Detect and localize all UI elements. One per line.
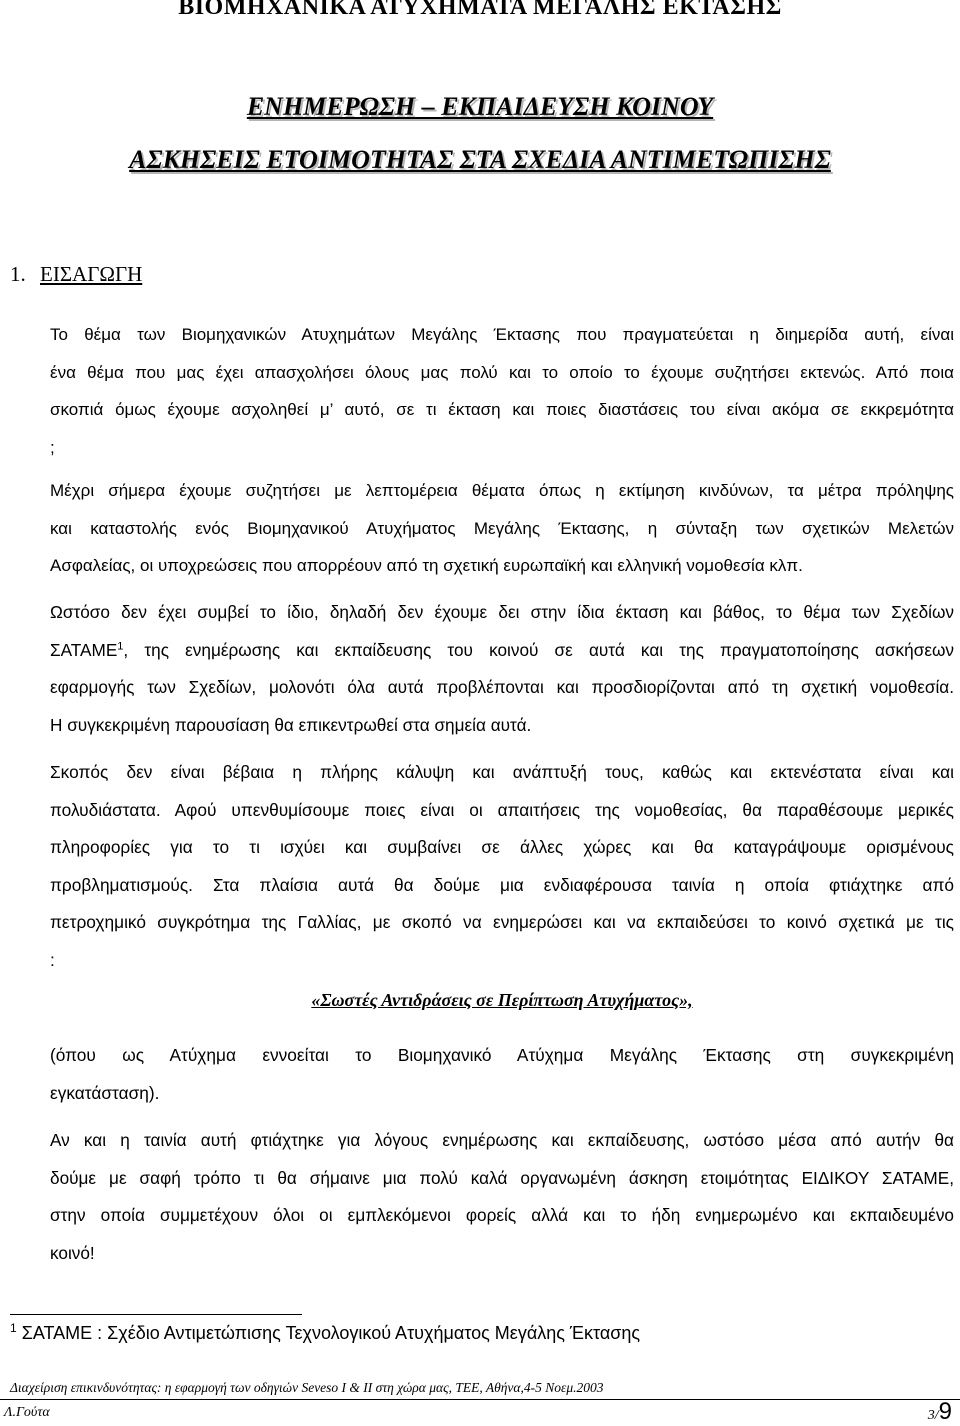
heading-public-information: ΕΝΗΜΕΡΩΣΗ – ΕΚΠΑΙΔΕΥΣΗ ΚΟΙΝΟΥ xyxy=(246,92,714,121)
paragraph-line: πληροφορίες για το τι ισχύει και συμβαίνει σε άλλες χώρες και θα καταγράψουμε ορισμένους xyxy=(50,837,954,857)
paragraph-7 xyxy=(50,1122,954,1272)
paragraph-line-rest: της ενημέρωσης και εκπαίδευσης του κοινού σε αυτά και της πραγματοποίησης ασκήσεων xyxy=(144,639,954,660)
paragraph-line: ένα θέμα που μας έχει απασχολήσει όλους μας πολύ και το οποίο το έχουμε συζητήσει εκτενώς. Από ποια xyxy=(50,362,954,382)
paragraph-line: προβληματισμούς. Στα πλαίσια αυτά θα δούμε μια ενδιαφέρουσα ταινία η οποία φτιάχτηκε από xyxy=(50,874,954,895)
footnote xyxy=(10,1323,640,1344)
paragraph-line: Σκοπός δεν είναι βέβαια η πλήρης κάλυψη και ανάπτυξή τους, καθώς και εκτενέστατα είναι και xyxy=(50,762,954,782)
paragraph-line: : xyxy=(50,949,55,970)
paragraph-line: και καταστολής ενός Βιομηχανικού Ατυχήματος Μεγάλης Έκτασης, η σύνταξη των σχετικών Μελετών xyxy=(50,518,954,538)
paragraph-2 xyxy=(50,472,954,585)
section-heading xyxy=(10,262,142,287)
paragraph-line: σκοπιά όμως έχουμε ασχοληθεί μ’ αυτό, σε τι έκταση και ποιες διαστάσεις του είναι ακόμα σε εκκρεμότητα xyxy=(50,400,954,419)
film-title: «Σωστές Αντιδράσεις σε Περίπτωση Ατυχήματος», xyxy=(311,990,693,1010)
footnote-marker: 1 xyxy=(10,1321,17,1335)
paragraph-line: Μέχρι σήμερα έχουμε συζητήσει με λεπτομέρεια θέματα όπως η εκτίμηση κινδύνων, τα μέτρα πρόληψης xyxy=(50,481,954,500)
paragraph-line: Αν και η ταινία αυτή φτιάχτηκε για λόγους ενημέρωσης και εκπαίδευσης, ωστόσο μέσα από αυτήν θα xyxy=(50,1130,954,1150)
page-separator: / xyxy=(934,1408,939,1423)
paragraph-line: στην οποία συμμετέχουν όλοι οι εμπλεκόμενοι φορείς αλλά και το ήδη ενημερωμένο και εκπαιδευμένο xyxy=(50,1205,954,1225)
paragraph-3 xyxy=(50,594,954,744)
paragraph-line: κοινό! xyxy=(50,1242,95,1263)
footer-separator xyxy=(0,1399,960,1400)
footnote-separator xyxy=(10,1314,302,1315)
paragraph-line: εφαρμογής των Σχεδίων, μολονότι όλα αυτά προβλέπονται και προσδιορίζονται από τη σχετική νομοθεσία. xyxy=(50,677,954,697)
paragraph-line: εγκατάσταση). xyxy=(50,1082,160,1103)
page-number xyxy=(928,1398,952,1426)
section-number: 1. xyxy=(10,262,26,286)
heading-preparedness-exercises: ΑΣΚΗΣΕΙΣ ΕΤΟΙΜΟΤΗΤΑΣ ΣΤΑ ΣΧΕΔΙΑ ΑΝΤΙΜΕΤΩΠΙΣΗΣ xyxy=(129,145,831,174)
satame-term: ΣΑΤΑΜΕ xyxy=(50,639,118,660)
paragraph-line: (όπου ως Ατύχημα εννοείται το Βιομηχανικό Ατύχημα Μεγάλης Έκτασης στη συγκεκριμένη xyxy=(50,1045,954,1065)
footnote-reference: 1 xyxy=(117,639,124,652)
page-current: 3 xyxy=(927,1408,935,1423)
page-total: 9 xyxy=(938,1398,952,1425)
footer-author: Λ.Γούτα xyxy=(4,1405,50,1420)
section-title: ΕΙΣΑΓΩΓΗ xyxy=(40,262,143,286)
paragraph-line: Ωστόσο δεν έχει συμβεί το ίδιο, δηλαδή δεν έχουμε δει στην ίδια έκταση και βάθος, το θέμα των Σχεδίων xyxy=(50,602,954,622)
footnote-text: ΣΑΤΑΜΕ : Σχέδιο Αντιμετώπισης Τεχνολογικού Ατυχήματος Μεγάλης Έκτασης xyxy=(16,1323,641,1343)
paragraph-line: ; xyxy=(50,437,55,457)
running-title: ΒΙΟΜΗΧΑΝΙΚΑ ΑΤΥΧΗΜΑΤΑ ΜΕΓΑΛΗΣ ΕΚΤΑΣΗΣ xyxy=(178,0,782,20)
paragraph-line: πολυδιάστατα. Αφού υπενθυμίσουμε ποιες είναι οι απαιτήσεις της νομοθεσίας, θα παραθέσουμε μερικές xyxy=(50,799,954,820)
paragraph-1 xyxy=(50,316,954,466)
paragraph-6 xyxy=(50,1037,954,1112)
paragraph-line: Η συγκεκριμένη παρουσίαση θα επικεντρωθεί στα σημεία αυτά. xyxy=(50,714,532,735)
paragraph-line-with-footnote: ΣΑΤΑΜΕ$^1$, της ενημέρωσης και εκπαίδευσης του κοινού σε αυτά και της πραγματοποίησης ασκήσεων xyxy=(50,639,954,660)
paragraph-line: Το θέμα των Βιομηχανικών Ατυχημάτων Μεγάλης Έκτασης που πραγματεύεται η διημερίδα αυτή, είναι xyxy=(50,325,954,344)
paragraph-line: δούμε με σαφή τρόπο τι θα σήμαινε μια πολύ καλά οργανωμένη άσκηση ετοιμότητας ΕΙΔΙΚΟΥ ΣΑΤΑΜΕ, xyxy=(50,1167,954,1188)
paragraph-line: Ασφαλείας, οι υποχρεώσεις που απορρέουν από τη σχετική ευρωπαϊκή και ελληνική νομοθεσία κλπ. xyxy=(50,556,803,575)
paragraph-4 xyxy=(50,754,954,979)
footer-citation: Διαχείριση επικινδυνότητας: η εφαρμογή των οδηγιών Seveso I & II στη χώρα μας, ΤΕΕ, Αθήνα,4-5 Νοεμ.2003 xyxy=(10,1380,604,1395)
paragraph-line: πετροχημικό συγκρότημα της Γαλλίας, με σκοπό να ενημερώσει και να εκπαιδεύσει το κοινό σχετικά με τις xyxy=(50,912,954,932)
